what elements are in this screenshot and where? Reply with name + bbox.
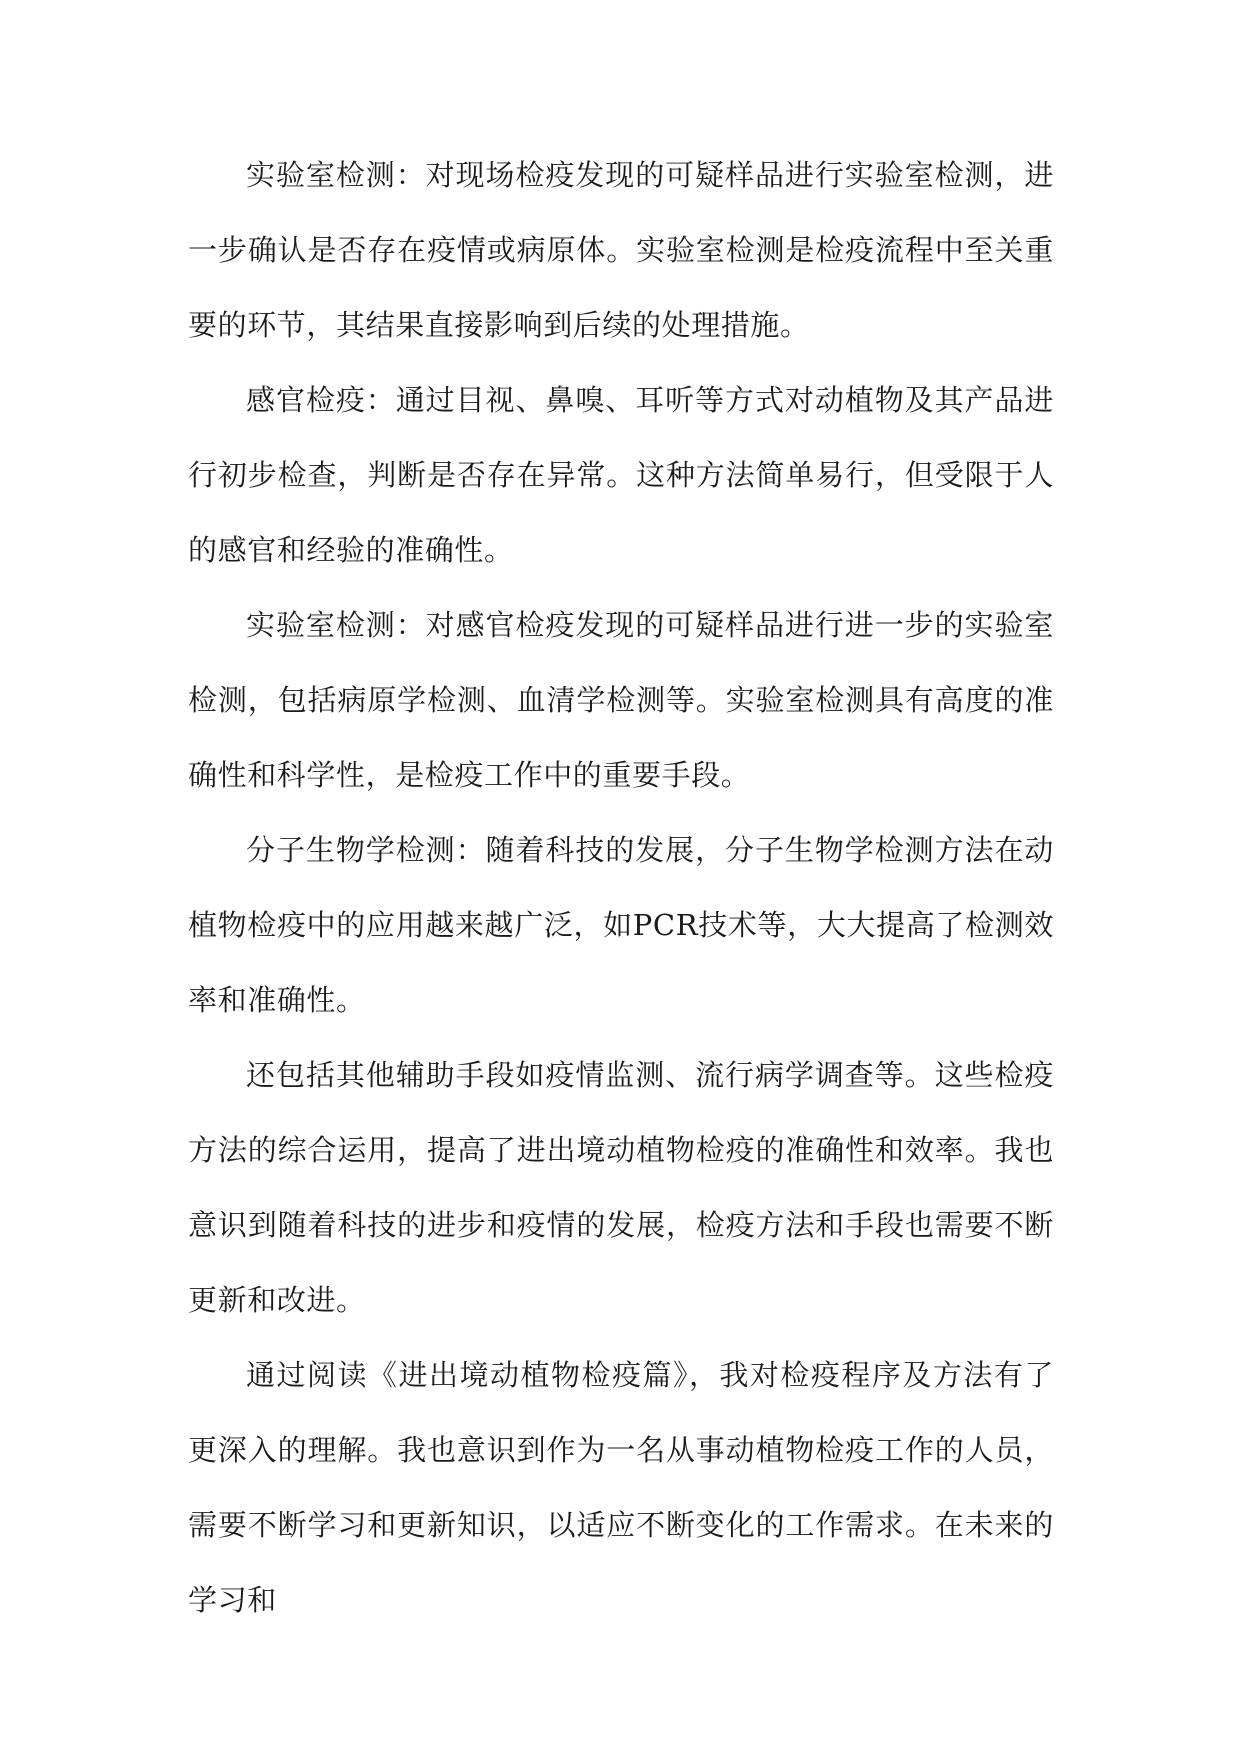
paragraph-lab-testing-field: 实验室检测：对现场检疫发现的可疑样品进行实验室检测，进一步确认是否存在疫情或病原体。实验室检测是检疫流程中至关重要的环节，其结果直接影响到后续的处理措施。 bbox=[188, 158, 1054, 342]
paragraph-lab-testing-sensory: 实验室检测：对感官检疫发现的可疑样品进行进一步的实验室检测，包括病原学检测、血清学检测等。实验室检测具有高度的准确性和科学性，是检疫工作中的重要手段。 bbox=[188, 608, 1054, 792]
paragraph-reading-reflection: 通过阅读《进出境动植物检疫篇》，我对检疫程序及方法有了更深入的理解。我也意识到作为一名从事动植物检疫工作的人员，需要不断学习和更新知识，以适应不断变化的工作需求。在未来的学习和 bbox=[188, 1358, 1054, 1617]
paragraph-auxiliary-means: 还包括其他辅助手段如疫情监测、流行病学调查等。这些检疫方法的综合运用，提高了进出境动植物检疫的准确性和效率。我也意识到随着科技的进步和疫情的发展，检疫方法和手段也需要不断更新和改进。 bbox=[188, 1058, 1054, 1317]
paragraph-sensory-quarantine: 感官检疫：通过目视、鼻嗅、耳听等方式对动植物及其产品进行初步检查，判断是否存在异常。这种方法简单易行，但受限于人的感官和经验的准确性。 bbox=[188, 383, 1054, 567]
paragraph-molecular-biology: 分子生物学检测：随着科技的发展，分子生物学检测方法在动植物检疫中的应用越来越广泛，如PCR技术等，大大提高了检测效率和准确性。 bbox=[188, 833, 1054, 1017]
document-body bbox=[188, 138, 1054, 1638]
